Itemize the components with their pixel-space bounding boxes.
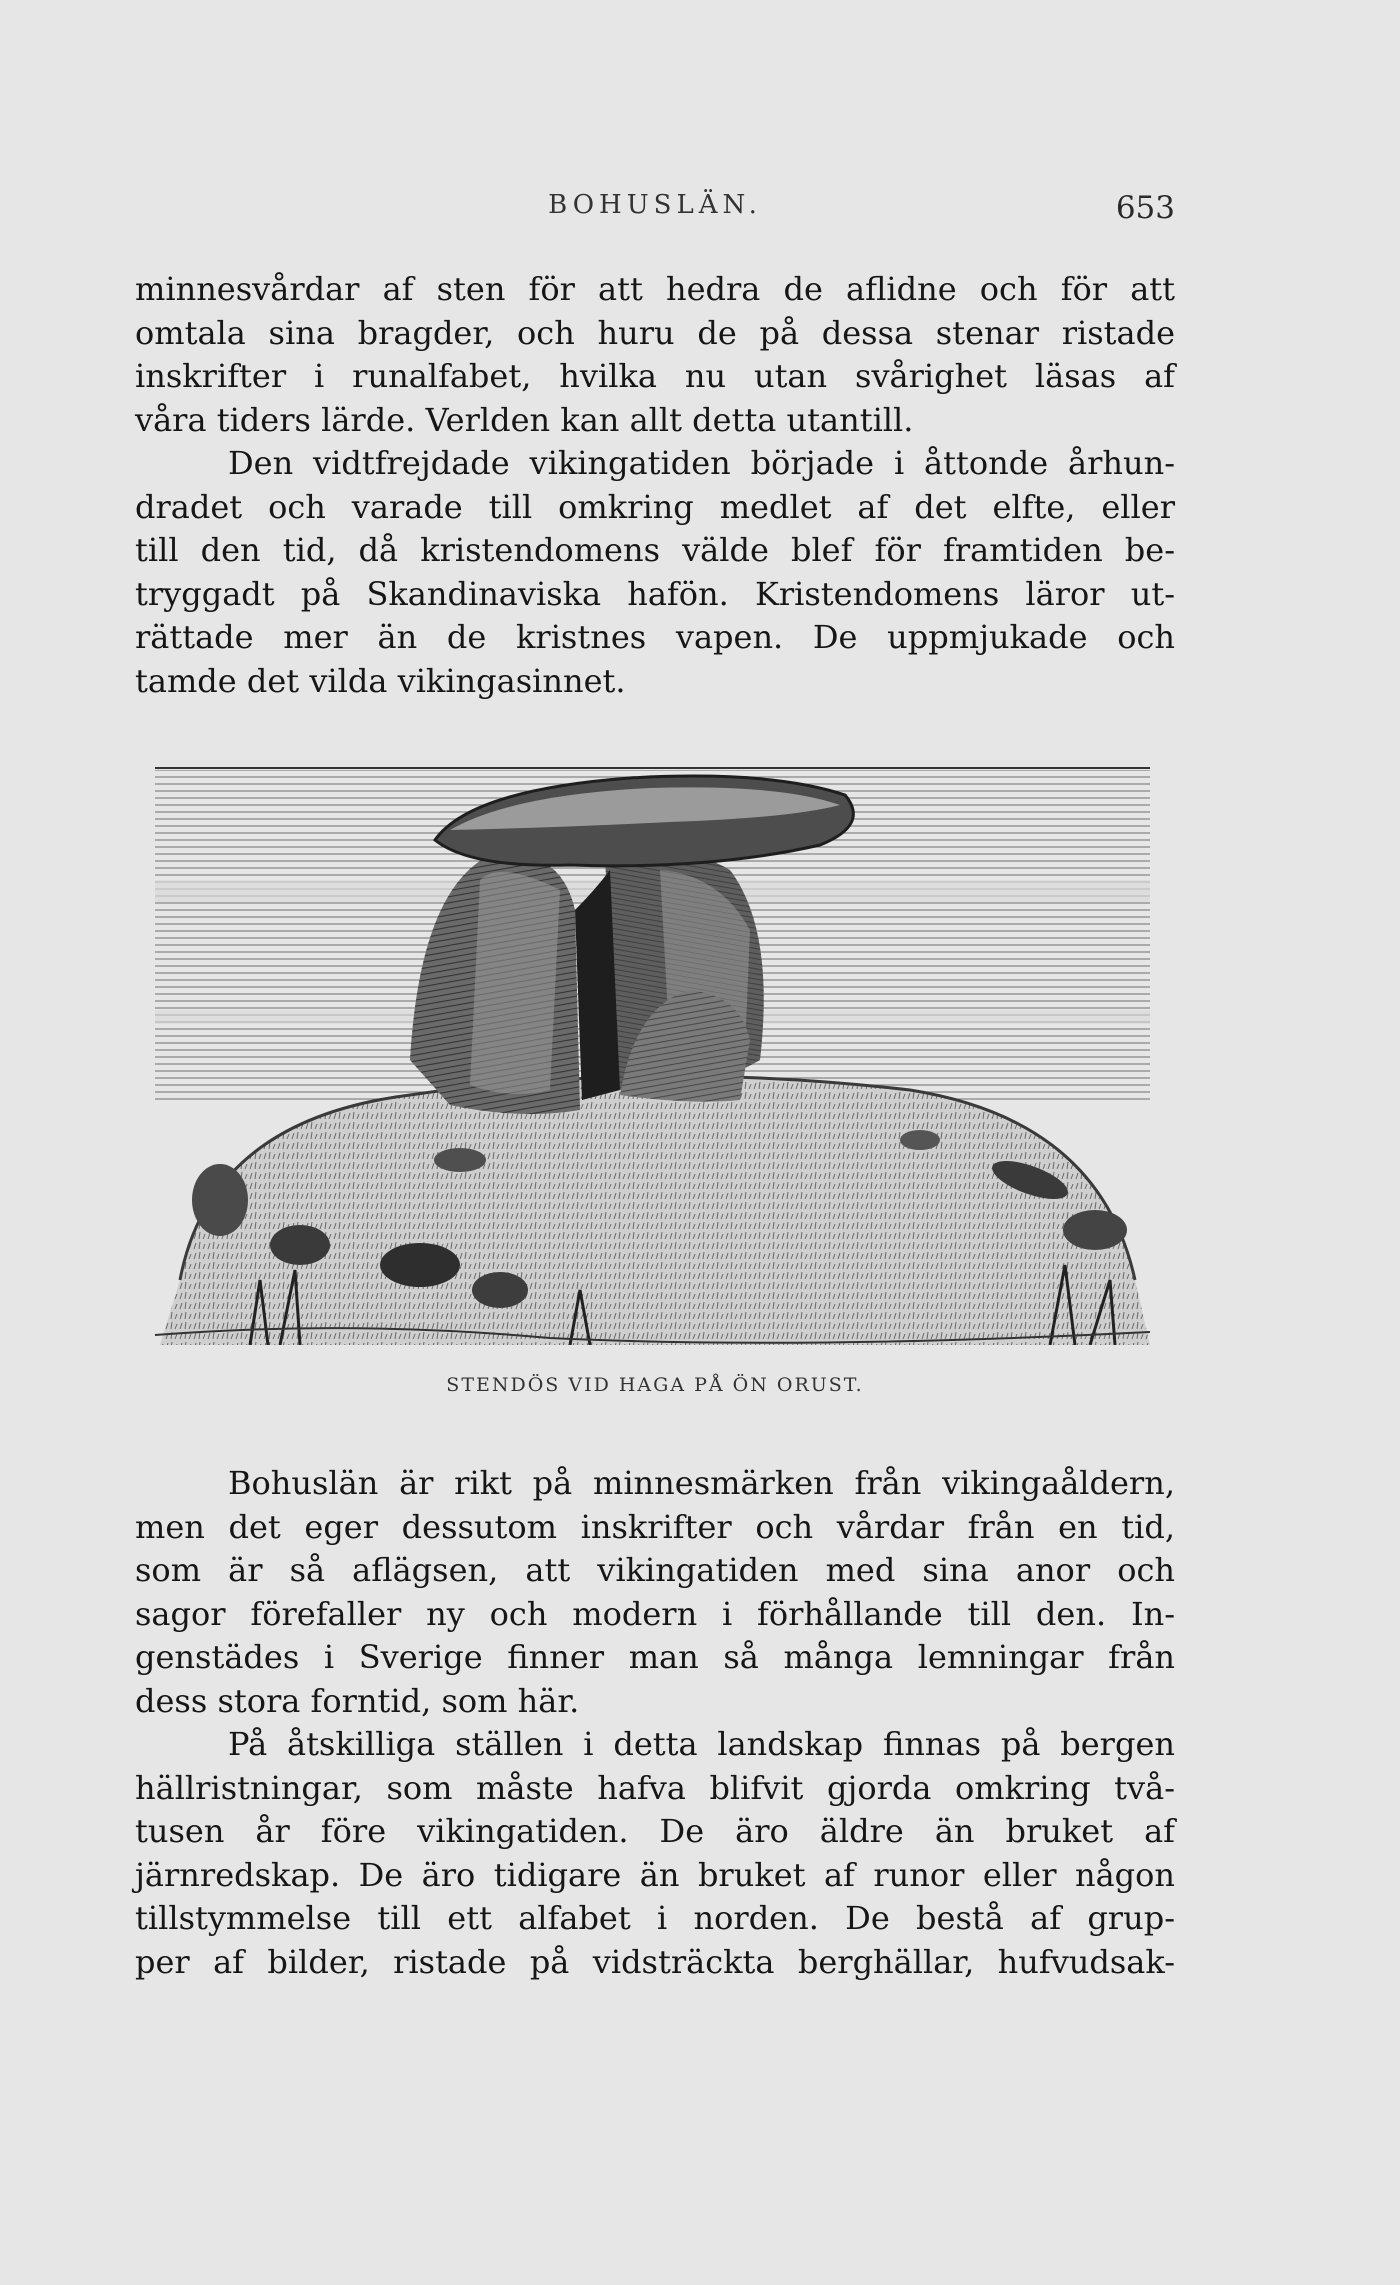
text-line: Den vidtfrejdade vikingatiden började i åttonde århun- <box>228 444 1175 482</box>
running-title: BOHUSLÄN. <box>548 190 762 220</box>
page-number: 653 <box>1115 190 1175 226</box>
text-block-bottom <box>135 1462 1175 1984</box>
text-line: men det eger dessutom inskrifter och vårdar från en tid, <box>135 1507 1175 1546</box>
text-line: inskrifter i runalfabet, hvilka nu utan svårighet läsas af <box>135 357 1175 395</box>
figure-caption: STENDÖS VID HAGA PÅ ÖN ORUST. <box>446 1374 864 1396</box>
text-line: hällristningar, som måste hafva blifvit gjorda omkring två- <box>135 1768 1175 1807</box>
text-line: per af bilder, ristade på vidsträckta berghällar, hufvudsak- <box>135 1942 1175 1981</box>
text-line: järnredskap. De äro tidigare än bruket af runor eller någon <box>135 1855 1175 1894</box>
running-head <box>135 190 1175 234</box>
text-line: genstädes i Sverige finner man så många lemningar från <box>135 1638 1175 1676</box>
text-line: dradet och varade till omkring medlet af det elfte, eller <box>135 487 1175 526</box>
text-line: tryggadt på Skandinaviska hafön. Kristendomens läror ut- <box>135 574 1175 613</box>
text-line: våra tiders lärde. Verlden kan allt detta utantill. <box>135 400 914 439</box>
text-line: rättade mer än de kristnes vapen. De uppmjukade och <box>135 618 1175 656</box>
text-line: omtala sina bragder, och huru de på dessa stenar ristade <box>135 313 1175 352</box>
dolmen-illustration <box>150 760 1160 1345</box>
text-line: tamde det vilda vikingasinnet. <box>135 661 626 700</box>
text-line: som är så aflägsen, att vikingatiden med sina anor och <box>135 1551 1175 1589</box>
text-line: till den tid, då kristendomens välde blef för framtiden be- <box>135 531 1175 569</box>
text-line: På åtskilliga ställen i detta landskap finnas på bergen <box>228 1725 1175 1763</box>
text-line: tusen år före vikingatiden. De äro äldre än bruket af <box>135 1812 1175 1850</box>
text-line: Bohuslän är rikt på minnesmärken från vikingaåldern, <box>228 1464 1175 1502</box>
text-line: tillstymmelse till ett alfabet i norden. De bestå af grup- <box>135 1899 1175 1937</box>
text-block-top <box>135 268 1175 703</box>
text-line: dess stora forntid, som här. <box>135 1681 580 1720</box>
text-line: minnesvårdar af sten för att hedra de aflidne och för att <box>135 270 1175 308</box>
text-line: sagor förefaller ny och modern i förhållande till den. In- <box>135 1594 1175 1633</box>
